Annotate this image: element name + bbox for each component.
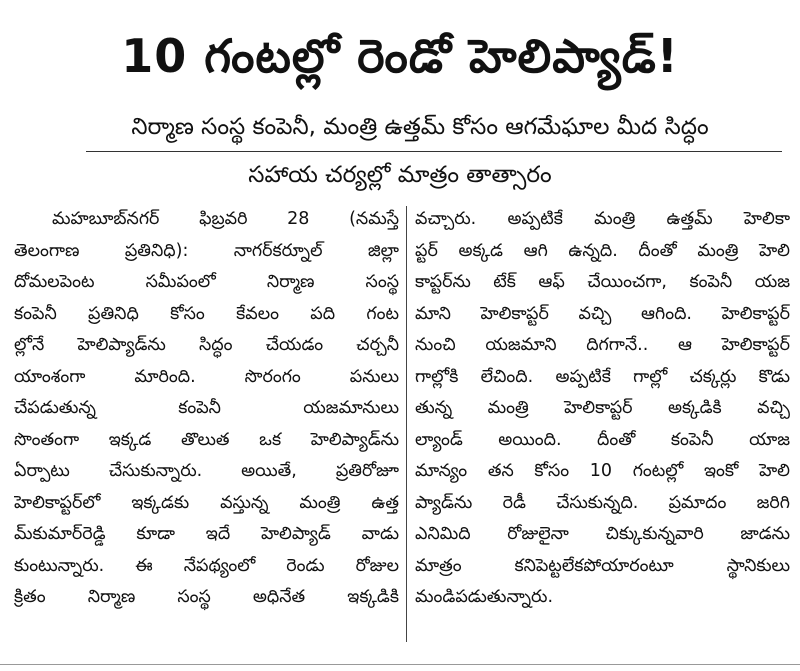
- body-line: మండిపడుతున్నారు.: [415, 587, 554, 607]
- body-line: కుంటున్నారు. ఈ నేపథ్యంలో రెండు రోజుల: [14, 555, 399, 576]
- body-line: యాంశంగా మారింది. సొరంగం పనులు: [14, 366, 399, 387]
- body-line: మాన్యం తన కోసం 10 గంటల్లో ఇంకో హెలి: [415, 461, 790, 481]
- headline: 10 గంటల్లో రెండో హెలిప్యాడ్‌!: [121, 29, 679, 83]
- body-line: కంపెనీ ప్రతినిధి కోసం కేవలం పది గంట: [14, 303, 399, 324]
- article-body-left-column: [14, 204, 399, 614]
- subheadline: నిర్మాణ సంస్థ కంపెనీ, మంత్రి ఉత్తమ్‌ కోసం ఆగమేఘాల మీద సిద్ధం: [131, 114, 709, 140]
- body-line: ల్యాండ్‌ అయింది. దీంతో కంపెనీ యాజ: [415, 429, 790, 450]
- article-body-right-column: [415, 204, 790, 614]
- body-line: దోమలపెంట సమీపంలో నిర్మాణ సంస్థ: [14, 272, 399, 292]
- body-line: ప్టర్‌ అక్కడ ఆగి ఉన్నది. దీంతో మంత్రి హెలి: [415, 240, 790, 261]
- body-line: తున్న మంత్రి హెలికాప్టర్‌ అక్కడికి వచ్చి: [415, 398, 790, 418]
- body-line: కాప్టర్‌ను టేక్‌ ఆఫ్‌ చేయించగా, కంపెనీ యజ: [415, 272, 790, 292]
- body-line: నుంచి యజమాని దిగగానే.. ఆ హెలికాప్టర్‌: [415, 335, 790, 355]
- body-line: చేపడుతున్న కంపెనీ యజమానులు: [14, 398, 399, 418]
- body-line: గాల్లోకి లేచింది. అప్పటికే గాల్లో చక్కర్లు కొడు: [415, 366, 790, 387]
- body-line: మాత్రం కనిపెట్టలేకపోయారంటూ స్థానికులు: [415, 555, 790, 576]
- bottom-divider: [0, 664, 800, 665]
- column-divider: [406, 206, 407, 642]
- body-line: సొంతంగా ఇక్కడ తొలుత ఒక హెలిప్యాడ్‌ను: [14, 429, 399, 450]
- body-line: మాని హెలికాప్టర్‌ వచ్చి ఆగింది. హెలికాప్టర్‌: [415, 303, 790, 324]
- body-line: వచ్చారు. అప్పటికే మంత్రి ఉత్తమ్‌ హెలికా: [415, 209, 790, 229]
- body-line: ప్యాడ్‌ను రెడీ చేసుకున్నది. ప్రమాదం జరిగి: [415, 492, 790, 513]
- body-line: ఏర్పాటు చేసుకున్నారు. అయితే, ప్రతిరోజూ: [14, 461, 399, 481]
- body-line: తెలంగాణ ప్రతినిధి): నాగర్‌కర్నూల్‌ జిల్లా: [14, 240, 399, 261]
- body-line: క్రితం నిర్మాణ సంస్థ అధినేత ఇక్కడికి: [14, 587, 399, 607]
- body-line: మహబూబ్‌నగర్‌ ఫిబ్రవరి 28 (నమస్తే: [52, 209, 399, 229]
- body-line: ల్లోనే హెలిప్యాడ్‌ను సిద్ధం చేయడం చర్చనీ: [14, 335, 399, 355]
- body-line: ఎనిమిది రోజులైనా చిక్కుకున్నవారి జాడను: [415, 524, 790, 544]
- body-line: మ్‌కుమార్‌రెడ్డి కూడా ఇదే హెలిప్యాడ్‌ వాడు: [14, 524, 399, 544]
- body-line: హెలికాప్టర్‌లో ఇక్కడకు వస్తున్న మంత్రి ఉత్త: [14, 492, 399, 513]
- tagline: సహాయ చర్యల్లో మాత్రం తాత్సారం: [248, 162, 552, 188]
- subheadline-divider: [86, 151, 782, 152]
